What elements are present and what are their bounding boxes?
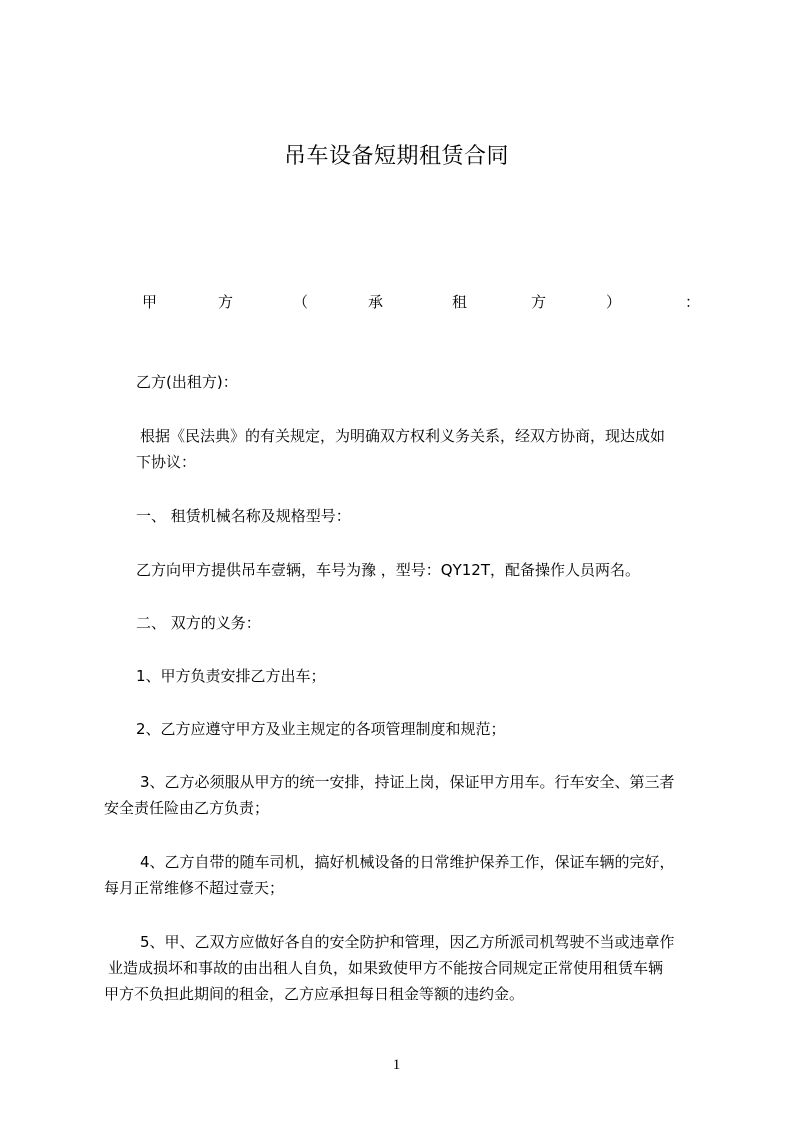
list-item-continuation: 业造成损坏和事故的由出租人自负，如果致使甲方不能按合同规定正常使用租赁车辆 — [108, 959, 664, 977]
list-item-continuation: 甲方不负担此期间的租金，乙方应承担每日租金等额的违约金。 — [104, 985, 525, 1003]
list-item: 5、甲、乙双方应做好各自的安全防护和管理，因乙方所派司机驾驶不当或违章作 — [140, 933, 675, 951]
party-a-char: 甲 — [142, 293, 158, 311]
party-a-char: 租 — [452, 293, 468, 311]
party-b-line: 乙方(出租方)： — [136, 373, 238, 391]
list-item-continuation: 每月正常维修不超过壹天； — [104, 879, 285, 897]
party-a-char: 承 — [368, 293, 384, 311]
preamble-line: 根据《民法典》的有关规定，为明确双方权利义务关系，经双方协商，现达成如 — [140, 427, 666, 445]
list-item: 1、甲方负责安排乙方出车； — [136, 667, 326, 685]
list-item-continuation: 安全责任险由乙方负责； — [104, 799, 270, 817]
party-a-char: 方 — [531, 293, 547, 311]
list-item: 2、乙方应遵守甲方及业主规定的各项管理制度和规范； — [136, 720, 506, 738]
list-item: 4、乙方自带的随车司机，搞好机械设备的日常维护保养工作，保证车辆的完好， — [140, 853, 675, 871]
section-heading: 一、 租赁机械名称及规格型号： — [136, 507, 351, 525]
list-item: 3、乙方必须服从甲方的统一安排，持证上岗，保证甲方用车。行车安全、第三者 — [140, 773, 675, 791]
section-paragraph: 乙方向甲方提供吊车壹辆，车号为豫 ，型号：QY12T，配备操作人员两名。 — [136, 561, 640, 579]
section-heading: 二、 双方的义务： — [136, 614, 261, 632]
party-a-line — [140, 292, 700, 312]
party-a-char: 方 — [218, 293, 234, 311]
page-number: 1 — [392, 1057, 401, 1073]
party-a-char: ） — [606, 293, 622, 311]
party-a-char: （ — [293, 293, 309, 311]
preamble-line: 下协议： — [136, 453, 197, 471]
party-a-char: ： — [685, 293, 701, 311]
document-title: 吊车设备短期租赁合同 — [283, 144, 509, 169]
